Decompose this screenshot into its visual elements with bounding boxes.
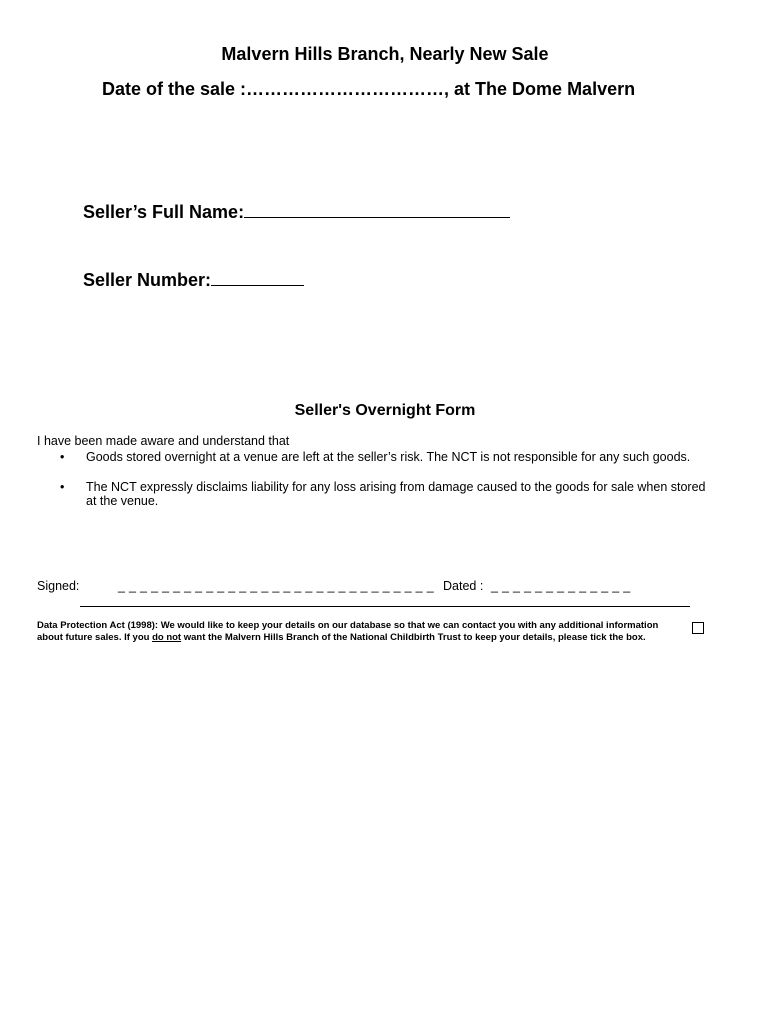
opt-out-checkbox[interactable] xyxy=(692,622,704,634)
divider xyxy=(80,606,690,607)
dp-text-2: want the Malvern Hills Branch of the National Childbirth Trust to keep your details, please tick the box. xyxy=(181,632,646,643)
full-name-row xyxy=(83,201,510,223)
signed-field[interactable]: _ _ _ _ _ _ _ _ _ _ _ _ _ _ _ _ _ _ _ _ _ _ _ _ _ _ _ _ _ xyxy=(118,579,434,593)
overnight-intro: I have been made aware and understand that xyxy=(37,434,290,448)
date-line xyxy=(102,79,635,100)
seller-number-field[interactable] xyxy=(211,269,304,286)
bullet-2-text-cont: at the venue. xyxy=(86,494,159,508)
signed-label: Signed: xyxy=(37,579,80,593)
full-name-field[interactable] xyxy=(244,201,510,218)
seller-number-row xyxy=(83,269,304,291)
overnight-form-title: Seller's Overnight Form xyxy=(294,402,476,419)
bullet-1-text: Goods stored overnight at a venue are left at the seller’s risk. The NCT is not responsible for any such goods. xyxy=(86,450,691,464)
sale-title: Malvern Hills Branch, Nearly New Sale xyxy=(221,44,549,64)
dp-emphasis: do not xyxy=(152,632,182,643)
data-protection-notice xyxy=(37,620,677,644)
venue-text: , at The Dome Malvern xyxy=(444,79,636,99)
bullet-2-text: The NCT expressly disclaims liability for any loss arising from damage caused to the goods for sale when stored xyxy=(86,480,706,494)
dp-text-1: Data Protection Act (1998): We would like to keep your details on our database so that we can contact you with any additional information about future sales. If you xyxy=(37,620,659,643)
seller-number-label: Seller Number: xyxy=(83,270,212,290)
dated-field[interactable]: _ _ _ _ _ _ _ _ _ _ _ _ _ xyxy=(491,579,631,593)
bullet-2-marker: • xyxy=(60,480,65,494)
full-name-label: Seller’s Full Name: xyxy=(83,202,245,222)
date-blank[interactable]: …………………………… xyxy=(246,79,445,99)
dated-label: Dated : xyxy=(443,579,484,593)
bullet-1-marker: • xyxy=(60,450,65,464)
date-label: Date of the sale : xyxy=(102,79,247,99)
